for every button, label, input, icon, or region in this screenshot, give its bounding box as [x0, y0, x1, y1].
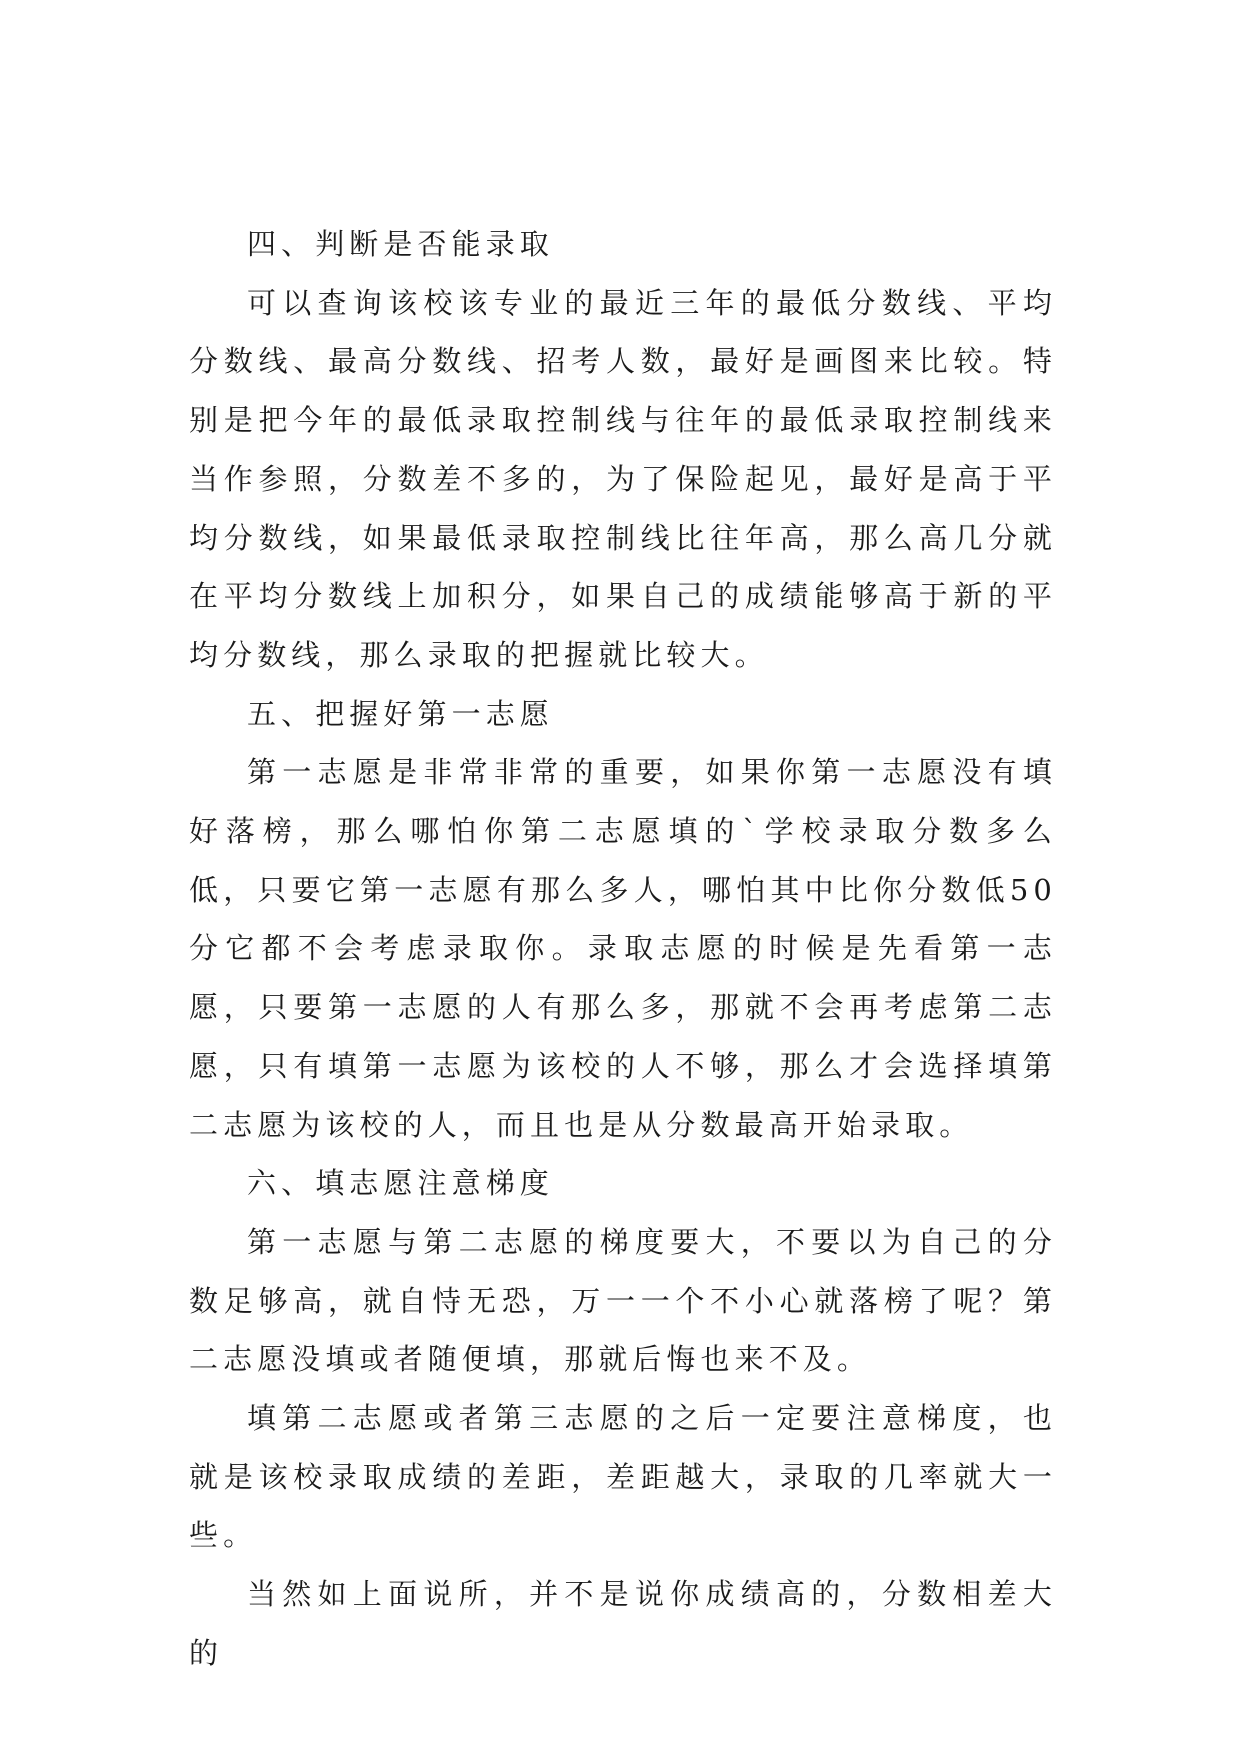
body-paragraph: 第一志愿与第二志愿的梯度要大，不要以为自己的分数足够高，就自恃无恐，万一一个不小心就落榜了呢？第二志愿没填或者随便填，那就后悔也来不及。 — [189, 1224, 1057, 1377]
section-heading-4: 四、判断是否能录取 — [247, 227, 554, 261]
section-heading-6: 六、填志愿注意梯度 — [247, 1166, 554, 1201]
body-paragraph: 可以查询该校该专业的最近三年的最低分数线、平均分数线、最高分数线、招考人数，最好是画图来比较。特别是把今年的最低录取控制线与往年的最低录取控制线来当作参照，分数差不多的，为了保险起见，最好是高于平均分数线，如果最低录取控制线比往年高，那么高几分就在平均分数线上加积分，如果自己的成绩能够高于新的平均分数线，那么录取的把握就比较大。 — [189, 285, 1057, 672]
section-heading-5: 五、把握好第一志愿 — [247, 696, 554, 731]
body-paragraph: 第一志愿是非常非常的重要，如果你第一志愿没有填好落榜，那么哪怕你第二志愿填的`学校录取分数多么低，只要它第一志愿有那么多人，哪怕其中比你分数低50分它都不会考虑录取你。录取志愿的时候是先看第一志愿，只要第一志愿的人有那么多，那就不会再考虑第二志愿，只有填第一志愿为该校的人不够，那么才会选择填第二志愿为该校的人，而且也是从分数最高开始录取。 — [189, 755, 1057, 1142]
body-paragraph: 填第二志愿或者第三志愿的之后一定要注意梯度，也就是该校录取成绩的差距，差距越大，录取的几率就大一些。 — [189, 1401, 1057, 1553]
body-paragraph: 当然如上面说所，并不是说你成绩高的，分数相差大的 — [189, 1577, 1057, 1670]
document-body — [189, 215, 1057, 1683]
